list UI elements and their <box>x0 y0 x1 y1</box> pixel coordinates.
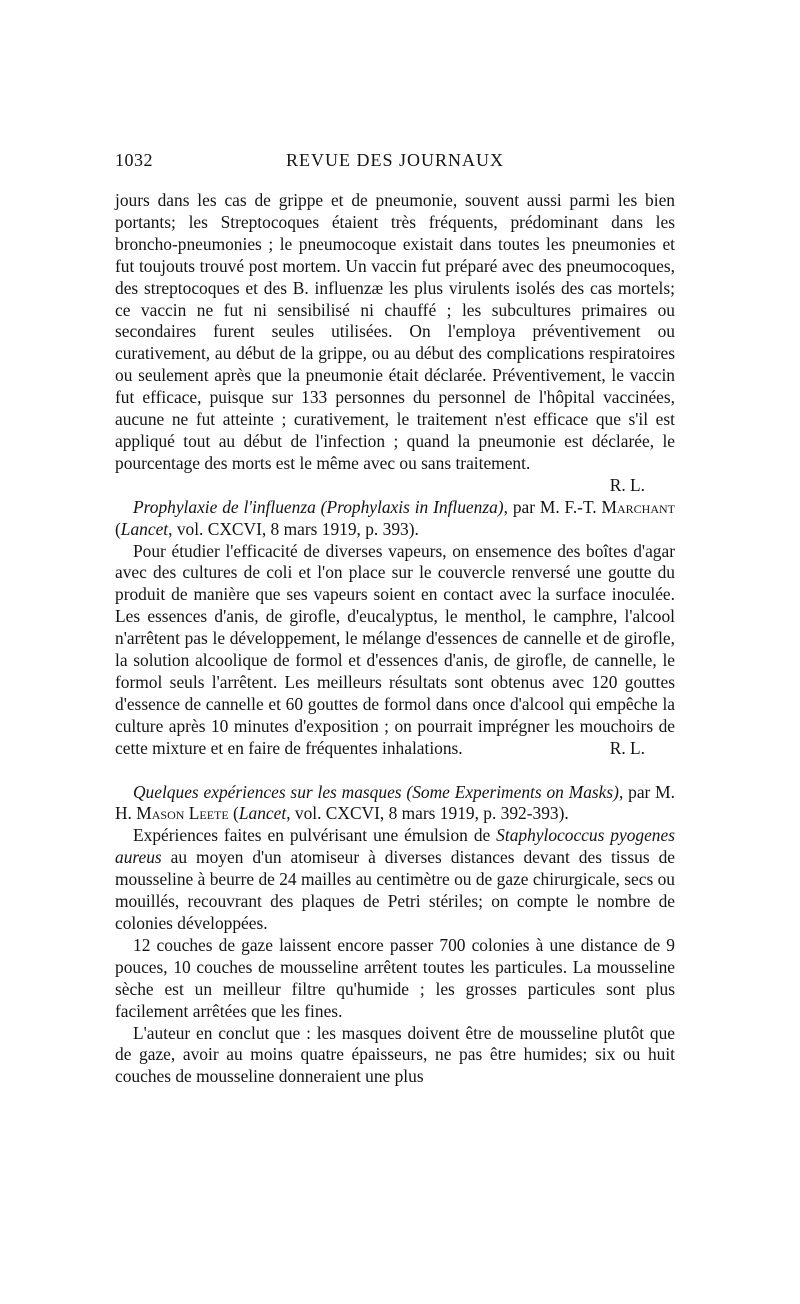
review-text: au moyen d'un atomiseur à diverses distances devant des tissus de mousseline à beurre de 24 mailles au centimètre ou de gaze chirurgicale, secs ou mouillés, recouvrant des plaques de Petri stériles; on compte le nombre de colonies développées. <box>115 847 675 933</box>
review-paragraph-experiments <box>115 825 675 935</box>
article-title-en: (Prophylaxis in Influenza) <box>320 496 504 517</box>
review-paragraph-influenza-vaccine: jours dans les cas de grippe et de pneumonie, souvent aussi parmi les bien portants; les Streptocoques étaient très fréquents, prédominant dans les broncho-pneumonies ; le pneumocoque existait dans toutes les pneumonies et fut toujouts trouvé post mortem. Un vaccin fut préparé avec des pneumocoques, des streptocoques et des B. influenzæ les plus virulents isolés des cas mortels; ce vaccin ne fut ni sensibilisé ni chauffé ; les subcultures primaires ou secondaires furent seules utilisées. On l'employa préventivement ou curativement, au début de la grippe, ou au début des complications respiratoires ou seulement après que la pneumonie était déclarée. Préventivement, le vaccin fut efficace, puisque sur 133 personnes du personnel de l'hôpital vaccinées, aucune ne fut atteinte ; curativement, le traitement n'est efficace que s'il est appliqué tout au début de l'infection ; quand la pneumonie est déclarée, le pourcentage des morts est le même avec ou sans traitement. <box>115 190 675 473</box>
review-body-text: Pour étudier l'efficacité de diverses vapeurs, on ensemence des boîtes d'agar avec des cultures de coli et l'on place sur le couvercle renversé une goutte du produit de manière que ses vapeurs soient en contact avec la surface inoculée. Les essences d'anis, de girofle, d'eucalyptus, le menthol, le camphre, l'alcool n'arrêtent pas le développement, le mélange d'essences de cannelle et de girofle, la solution alcoolique de formol et d'essences d'anis, de girofle, de cannelle, le formol seuls l'arrêtent. Les meilleurs résultats sont obtenus avec 120 gouttes d'essence de cannelle et 60 gouttes de formol dans once d'alcool qui empêche la culture après 10 minutes d'exposition ; on pourrait imprégner les mouchoirs de cette mixture et en faire de fréquentes inhalations. <box>115 540 675 758</box>
article-title-fr: Prophylaxie de l'influenza <box>133 496 316 517</box>
citation-details: , vol. CXCVI, 8 mars 1919, p. 393). <box>168 518 419 539</box>
author-name: Mason Leete <box>136 803 229 824</box>
review-text: Expériences faites en pulvérisant une émulsion de <box>133 825 497 846</box>
article-reference-prophylaxis: Prophylaxie de l'influenza (Prophylaxis in Influenza), par M. F.-T. Marchant (Lancet, vol. CXCVI, 8 mars 1919, p. 393). <box>115 496 675 539</box>
author-name: Marchant <box>601 496 675 517</box>
article-title-en: (Some Experiments on Masks) <box>406 781 619 802</box>
running-head <box>115 150 675 176</box>
reviewer-signature: R. L. <box>609 737 645 758</box>
review-paragraph-results: 12 couches de gaze laissent encore passer 700 colonies à une distance de 9 pouces, 10 couches de mousseline arrêtent toutes les particules. La mousseline sèche est un meilleur filtre qu'humide ; les grosses particules sont plus facilement arrêtées que les fines. <box>115 934 675 1021</box>
review-paragraph-vapours <box>115 541 675 760</box>
citation-details: , vol. CXCVI, 8 mars 1919, p. 392-393). <box>286 803 569 824</box>
section-spacer <box>115 760 675 782</box>
author-prefix: , par M. H. <box>115 781 675 824</box>
journal-name: Lancet <box>238 803 287 824</box>
journal-name: Lancet <box>120 518 169 539</box>
species-name: Staphylococcus pyogenes aureus <box>115 825 675 868</box>
journal-page <box>115 150 675 1088</box>
article-reference-masks: Quelques expériences sur les masques (Some Experiments on Masks), par M. H. Mason Leete (Lancet, vol. CXCVI, 8 mars 1919, p. 392-393). <box>115 781 675 824</box>
article-title-fr: Quelques expériences sur les masques <box>133 781 402 802</box>
journal-title: REVUE DES JOURNAUX <box>285 150 504 170</box>
article-body <box>115 190 675 1088</box>
review-paragraph-conclusion: L'auteur en conclut que : les masques doivent être de mousseline plutôt que de gaze, avoir au moins quatre épaisseurs, ne pas être humides; six ou huit couches de mousseline donneraient une plus <box>115 1022 675 1087</box>
reviewer-signature: R. L. <box>609 474 645 495</box>
author-prefix: , par M. F.-T. <box>503 496 602 517</box>
page-number: 1032 <box>115 150 153 170</box>
